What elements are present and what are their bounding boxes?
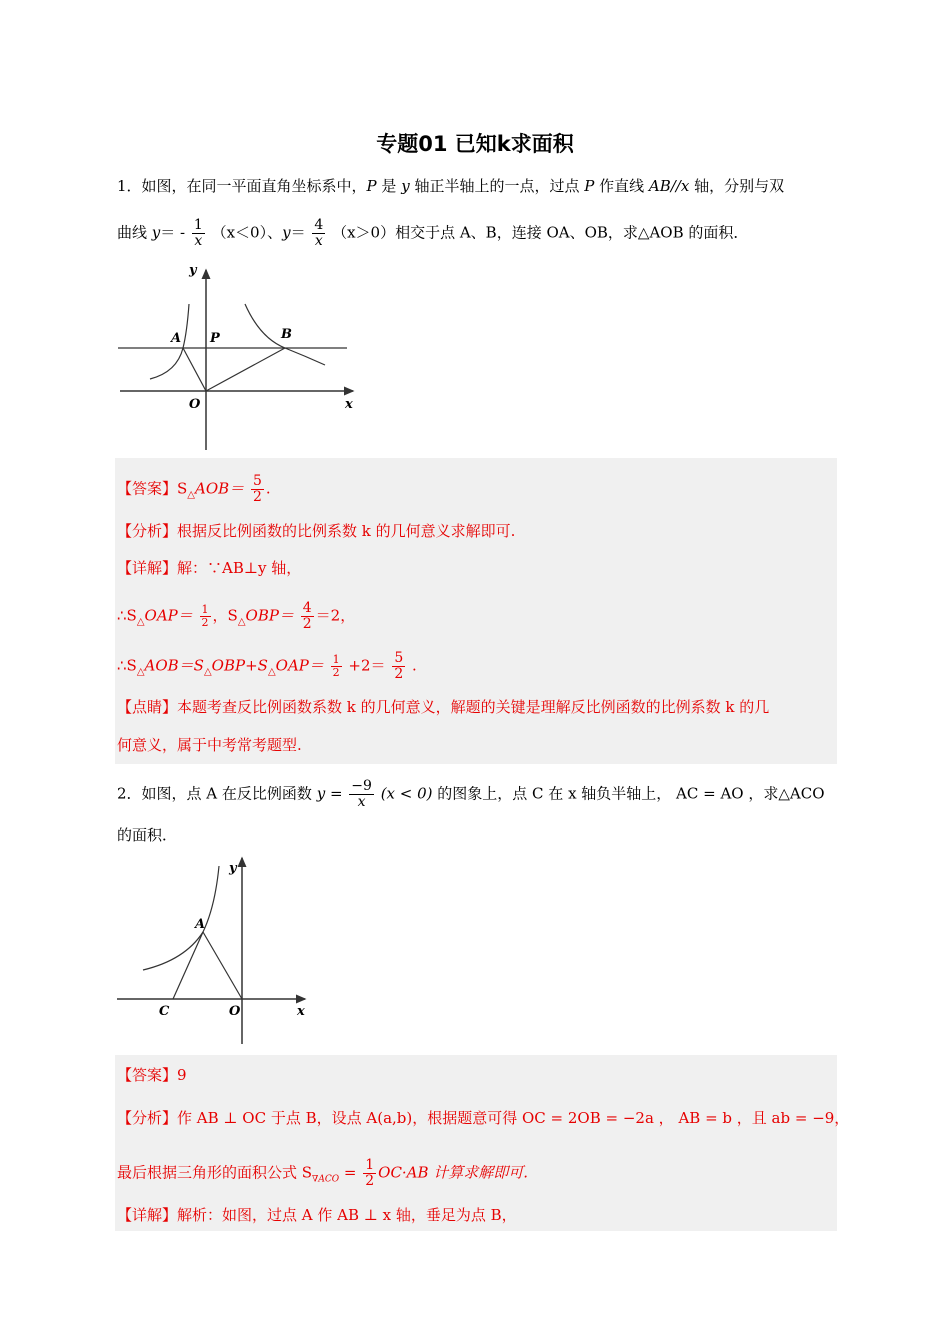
fraction: $\frac{-9}{x}$: [351, 778, 372, 810]
page-title: 专题01 已知k求面积: [376, 132, 574, 156]
fraction: $\frac{5}{2}$: [394, 650, 404, 682]
q2-detail: 【详解】解析：如图，过点 A 作 AB ⊥ x 轴，垂足为点 B，: [117, 1206, 517, 1224]
q1-figure: [115, 262, 365, 452]
label-b: B: [281, 327, 292, 342]
segment-ao: [203, 932, 242, 999]
segment-ob: [206, 348, 285, 391]
q1-detail: 【详解】解：∵AB⊥y 轴，: [117, 559, 302, 577]
q1-comment-1: 【点睛】本题考查反比例函数系数 k 的几何意义，解题的关键是理解反比例函数的比例系数 k 的几: [117, 698, 770, 716]
q2-line-2: 的面积．: [117, 826, 178, 844]
q2-line-1: 2．如图，点 A 在反比例函数 y = $\frac{-9}{x}$ (x < 0) 的图象上，点 C 在 x 轴负半轴上， AC = AO ，求△ACO: [117, 778, 825, 810]
curve-left: [150, 304, 189, 379]
q2-analysis-1: 【分析】作 AB ⊥ OC 于点 B，设点 A(a,b)，根据题意可得 OC = 2OB = −2a ， AB = b ，且 ab = −9，: [117, 1109, 850, 1127]
label-x: x: [345, 397, 353, 412]
fraction: $\frac{4}{2}$: [302, 600, 312, 632]
label-o: O: [189, 397, 201, 412]
label-y: y: [229, 861, 237, 876]
q1-analysis: 【分析】根据反比例函数的比例系数 k 的几何意义求解即可.: [117, 522, 516, 540]
q2-figure: [115, 852, 315, 1047]
fraction: $\frac{1}{2}$: [201, 603, 209, 629]
q1-step-1: $\therefore S_\triangle OAP=$ $\frac{1}{2}$ ，$S_\triangle OBP=$ $\frac{4}{2}$ ＝2，: [117, 600, 356, 632]
fraction: $\frac{1}{2}$: [332, 653, 340, 679]
fraction: $\frac{4}{x}$: [314, 217, 324, 249]
fraction: $\frac{1}{x}$: [193, 217, 203, 249]
q1-answer: 【答案】$S_\triangle AOB=$ $\frac{5}{2}$ .: [117, 473, 271, 505]
label-a: A: [195, 917, 206, 932]
label-a: A: [171, 331, 182, 346]
label-o: O: [229, 1004, 241, 1019]
label-y: y: [189, 263, 197, 278]
fraction: $\frac{1}{2}$: [365, 1157, 375, 1189]
label-p: P: [210, 331, 220, 346]
q1-step-2: $\therefore S_\triangle AOB=S_\triangle OBP+S_\triangle OAP=$ $\frac{1}{2}$ +2＝ $\frac{5}{2}$ .: [117, 650, 417, 682]
curve: [143, 866, 219, 970]
q1-line-2: 曲线 y＝ - $\frac{1}{x}$ （x＜0）、y＝ $\frac{4}{x}$ （x＞0）相交于点 A、B，连接 OA、OB，求△AOB 的面积．: [117, 217, 749, 249]
q2-answer: 【答案】9: [117, 1066, 187, 1084]
q1-line-1: 1．如图，在同一平面直角坐标系中，P 是 y 轴正半轴上的一点，过点 P 作直线 AB//x 轴，分别与双: [117, 177, 785, 195]
fraction: $\frac{5}{2}$: [252, 473, 262, 505]
q1-comment-2: 何意义，属于中考常考题型.: [117, 736, 302, 754]
label-c: C: [159, 1004, 170, 1019]
segment-ca: [173, 932, 203, 999]
label-x: x: [297, 1004, 305, 1019]
segment-oa: [183, 348, 206, 391]
q2-analysis-2: 最后根据三角形的面积公式 $S_{\nabla ACO}$ = $\frac{1}{2}$ OC·AB 计算求解即可.: [117, 1157, 529, 1189]
